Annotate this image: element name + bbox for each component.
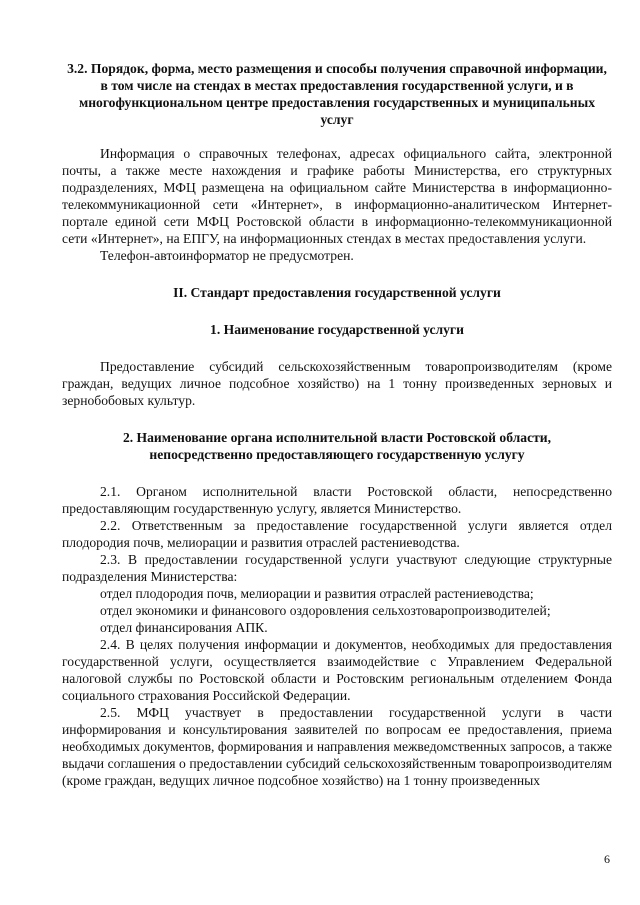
- paragraph-2-5: 2.5. МФЦ участвует в предоставлении государственной услуги в части информирования и консультирования заявителей по вопросам ее предоставления, приема необходимых документов, формирования и направления межведомственных запросов, а также выдачи соглашения о предоставлении субсидий сельскохозяйственным товаропроизводителям (кроме граждан, ведущих личное подсобное хозяйство) на 1 тонну произведенных: [62, 705, 612, 788]
- section-3-2-note: Телефон-автоинформатор не предусмотрен.: [100, 248, 354, 263]
- paragraph-2-3: 2.3. В предоставлении государственной услуги участвуют следующие структурные подразделения Министерства:: [62, 552, 612, 584]
- document-page: [62, 60, 612, 789]
- page-number: 6: [604, 852, 610, 866]
- paragraph-2-1: 2.1. Органом исполнительной власти Ростовской области, непосредственно предоставляющим государственную услугу, является Министерство.: [62, 484, 612, 516]
- subsection-1-heading: 1. Наименование государственной услуги: [210, 322, 464, 337]
- subsection-2-heading-line2: непосредственно предоставляющего государственную услугу: [149, 447, 525, 462]
- list-item: отдел финансирования АПК.: [100, 620, 268, 635]
- subsection-2-heading-line1: 2. Наименование органа исполнительной власти Ростовской области,: [122, 430, 552, 445]
- section-3-2-heading: 3.2. Порядок, форма, место размещения и способы получения справочной информации, в том числе на стендах в местах предоставления государственной услуги, и в многофункциональном центре предоставления государственных и муниципальных услуг: [67, 61, 607, 127]
- section-ii-heading: II. Стандарт предоставления государственной услуги: [173, 285, 501, 300]
- list-item: отдел экономики и финансового оздоровления сельхозтоваропроизводителей;: [100, 603, 551, 618]
- subsection-2-heading: [62, 429, 612, 463]
- subsection-1-paragraph: Предоставление субсидий сельскохозяйственным товаропроизводителям (кроме граждан, ведущих личное подсобное хозяйство) на 1 тонну произведенных зерновых и зернобобовых культур.: [62, 359, 612, 408]
- paragraph-2-4: 2.4. В целях получения информации и документов, необходимых для предоставления государственной услуги, осуществляется взаимодействие с Управлением Федеральной налоговой службы по Ростовской области и Ростовским региональным отделением Фонда социального страхования Российской Федерации.: [62, 637, 612, 703]
- section-3-2-paragraph: Информация о справочных телефонах, адресах официального сайта, электронной почты, а также месте нахождения и графике работы Министерства, его структурных подразделениях, МФЦ размещена на официальном сайте Министерства в информационно-телекоммуникационной сети «Интернет», в информационно-аналитическом Интернет-портале единой сети МФЦ Ростовской области в информационно-телекоммуникационной сети «Интернет», на ЕПГУ, на информационных стендах в местах предоставления услуги.: [62, 146, 612, 246]
- paragraph-2-2: 2.2. Ответственным за предоставление государственной услуги является отдел плодородия почв, мелиорации и развития отраслей растениеводства.: [62, 518, 612, 550]
- list-item: отдел плодородия почв, мелиорации и развития отраслей растениеводства;: [100, 586, 534, 601]
